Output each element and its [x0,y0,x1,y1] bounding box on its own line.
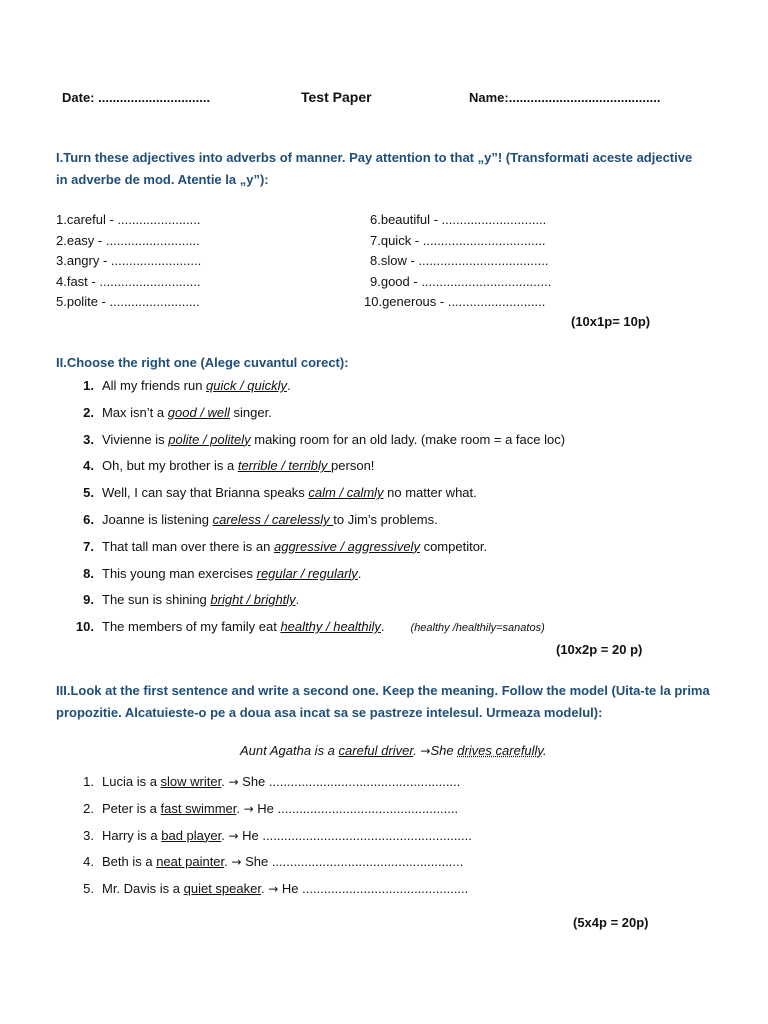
list-item: 8.slow - .................................... [370,253,549,268]
section-1-heading: I.Turn these adjectives into adverbs of manner. Pay attention to that „y”! (Transformati aceste adjective in adverbe de mod. Atentie la „y”): [56,150,693,187]
sentence-start: Beth is a [102,854,157,870]
sentence-start: Joanne is listening [102,511,213,527]
sentence-end: making room for an old lady. (make room = a face loc) [250,431,566,447]
name-field: Name:.......................................... [469,90,661,105]
list-item [70,373,565,400]
sentence-end: . [295,592,300,608]
arrow-right-icon: → [228,775,239,789]
arrow-right-icon: → [420,744,431,758]
sentence-start: All my friends run [102,378,207,393]
page-title: Test Paper [301,89,372,105]
sentence-end: . [380,619,385,635]
sentence-start: Mr. Davis is a [102,881,184,897]
choice-options: calm / calmly [308,485,384,501]
item-number: 5. [83,881,94,897]
sentence-start: Max isn’t a [102,404,168,420]
underlined-phrase: bad player [161,827,222,843]
list-item: 3.angry - ......................... [56,253,202,268]
sentence-start: The sun is shining [102,592,211,608]
model-end: . [542,743,547,758]
choice-options: good / well [167,404,230,420]
section-1-right-list [364,210,551,313]
item-number: 4. [83,458,94,474]
list-item [70,400,565,427]
choice-options: healthy / healthily [280,619,381,635]
item-number: 8. [83,565,94,581]
item-number: 1. [83,774,94,789]
item-number: 7. [83,538,94,554]
list-item: 6.beautiful - ............................. [370,212,547,227]
item-number: 4. [83,854,94,870]
sentence-end: . [357,565,362,581]
list-item [70,427,565,454]
choice-options: careless / carelessly [212,511,334,527]
sentence-end: singer. [229,404,272,420]
list-item: 1.careful - ....................... [56,212,201,227]
list-item: 5.polite - ......................... [56,294,200,309]
sentence-start: Vivienne is [102,431,169,447]
underlined-phrase: slow writer [160,774,222,789]
list-item [70,534,565,561]
arrow-right-icon: → [268,882,279,897]
item-number: 10. [75,619,94,635]
list-item [70,453,565,480]
choice-options: terrible / terribly [237,458,332,474]
sentence-start: That tall man over there is an [102,538,274,554]
section-2-list [70,373,565,642]
list-item [70,561,565,588]
list-item: 2. Peter is a fast swimmer. → He .................................................. [70,796,472,823]
underlined-phrase: neat painter [156,854,225,870]
item-number: 9. [83,592,94,608]
item-number: 6. [83,511,94,527]
section-2-heading: II.Choose the right one (Alege cuvantul corect): [56,355,349,370]
sentence-end: . [286,378,291,393]
sentence-end: to Jim’s problems. [333,511,438,527]
item-number: 3. [83,827,94,843]
list-item: 4.fast - ............................ [56,273,201,289]
model-underlined-1: careful driver [338,743,414,758]
answer-line: She ..................................................... [242,774,461,789]
list-item: 1. Lucia is a slow writer. → She ..................................................... [70,769,472,796]
sentence-end: competitor. [419,538,488,554]
list-item: 2.easy - .......................... [56,232,200,248]
section-1-left-list [56,210,201,313]
item-number: 5. [83,485,94,501]
date-field: Date: ............................... [62,90,211,105]
list-item: 3. Harry is a bad player. → He .......................................................... [70,823,472,850]
section-3-points: (5x4p = 20p) [573,915,649,930]
section-1-points: (10x1p= 10p) [571,314,651,329]
list-item [70,480,565,507]
section-3-list [70,769,472,903]
answer-line: He .................................................. [257,800,459,816]
model-rewrite-start: She [430,743,458,758]
answer-line: She ..................................................... [245,854,464,870]
list-item: 5. Mr. Davis is a quiet speaker. → He .............................................. [70,876,472,903]
item-number: 3. [83,431,94,447]
section-3-heading: III.Look at the first sentence and write a second one. Keep the meaning. Follow the model (Uita-te la prima propozitie. Alcatuieste-o pe a doua asa incat sa se pastreze intelesul. Urmeaza modelul): [56,683,710,720]
sentence-start: Well, I can say that Brianna speaks [102,485,309,501]
underlined-phrase: quiet speaker [183,881,261,897]
sentence-start: Harry is a [102,827,162,843]
sentence-start: Oh, but my brother is a [102,458,238,474]
model-underlined-2: drives carefully [457,743,543,758]
sentence-start: The members of my family eat [102,619,281,635]
sentence-start: Lucia is a [102,774,161,789]
list-item: 9.good - .................................... [370,273,552,289]
sentence-start: This young man exercises [102,565,257,581]
list-item [70,587,565,614]
sentence-start: Peter is a [102,800,161,816]
model-start: Aunt Agatha is a [240,743,339,758]
section-2-points: (10x2p = 20 p) [556,642,643,657]
list-item: 4. Beth is a neat painter. → She ..................................................... [70,849,472,876]
arrow-right-icon: → [228,828,239,843]
arrow-right-icon: → [243,801,254,816]
choice-options: regular / regularly [256,565,358,581]
sentence-end: person! [331,458,375,474]
choice-options: aggressive / aggressively [273,538,420,554]
list-item: 10.generous - ........................... [364,294,546,309]
answer-line: He .......................................................... [242,827,472,843]
list-item [70,614,565,642]
translation-note: (healthy /healthily=sanatos) [410,622,545,635]
list-item: 7.quick - .................................. [370,232,546,248]
item-number: 1. [83,378,94,393]
choice-options: quick / quickly [206,378,287,393]
choice-options: polite / politely [168,431,251,447]
sentence-end: no matter what. [383,485,477,501]
choice-options: bright / brightly [210,592,296,608]
arrow-right-icon: → [231,855,242,870]
item-number: 2. [83,404,94,420]
model-mid: . [413,743,421,758]
answer-line: He .............................................. [281,881,469,897]
list-item [70,507,565,534]
underlined-phrase: fast swimmer [160,800,237,816]
item-number: 2. [83,800,94,816]
model-sentence [240,743,547,758]
